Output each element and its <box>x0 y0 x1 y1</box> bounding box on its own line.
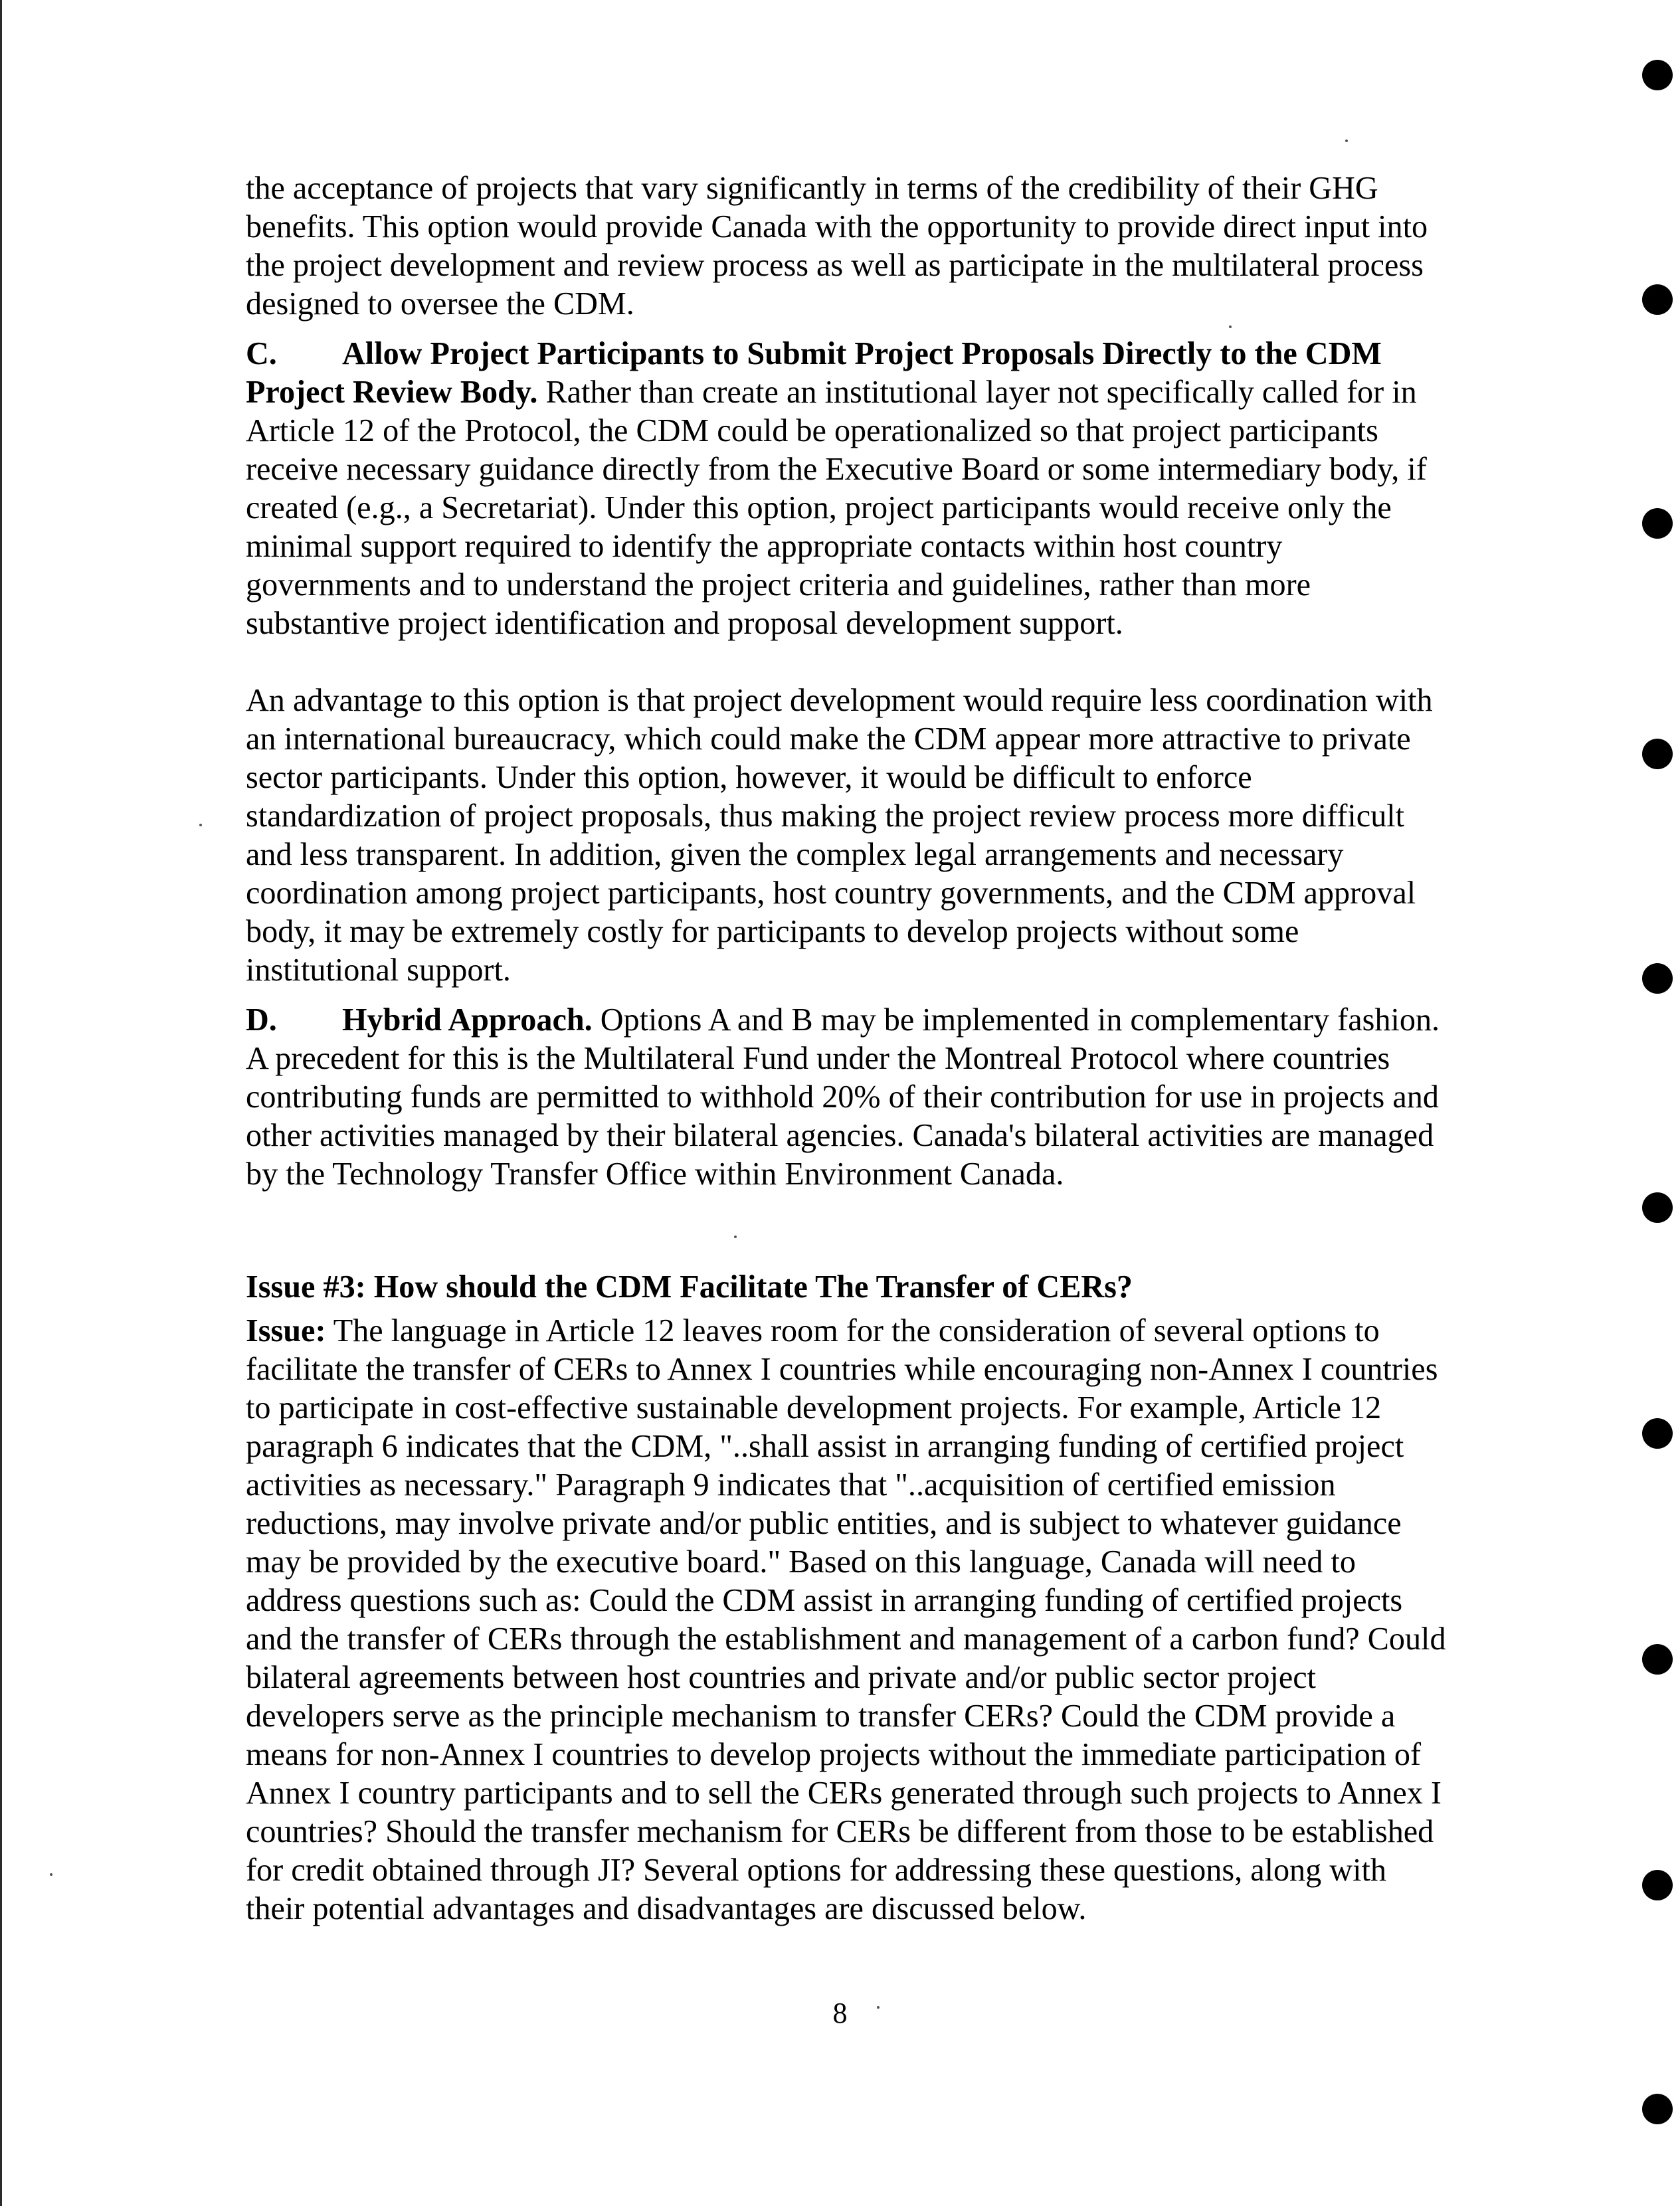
issue3-heading: Issue #3: How should the CDM Facilitate The Transfer of CERs? <box>246 1269 1133 1305</box>
punch-hole-icon <box>1642 1192 1673 1223</box>
option-c-heading: Allow Project Participants to Submit Project Proposals Directly to the CDM Project Review Body. <box>246 336 1382 410</box>
page-number: 8 <box>832 1997 848 2029</box>
punch-hole-icon <box>1642 963 1673 994</box>
punch-hole-icon <box>1642 1644 1673 1675</box>
option-d-body: Options A and B may be implemented in complementary fashion. A precedent for this is the Multilateral Fund under the Montreal Protocol where countries contributing funds are permitted to withhold 20% of their contribution for use in projects and other activities managed by their bilateral agencies. Canada's bilateral activities are managed by the Technology Transfer Office within Environment Canada. <box>246 1002 1440 1192</box>
scan-speck <box>50 1873 52 1876</box>
scan-speck <box>199 824 202 826</box>
scan-speck <box>1345 139 1348 142</box>
punch-hole-icon <box>1642 284 1673 315</box>
document-body <box>246 169 1448 1928</box>
option-d-heading: Hybrid Approach. <box>342 1002 593 1038</box>
option-c-paragraph <box>246 335 1448 643</box>
option-c-body: Rather than create an institutional layer not specifically called for in Article 12 of the Protocol, the CDM could be operationalized so that project participants receive necessary guidance directly from the Executive Board or some intermediary body, if created (e.g., a Secretariat). Under this option, project participants would receive only the minimal support required to identify the appropriate contacts within host country governments and to understand the project criteria and guidelines, rather than more substantive project identification and proposal development support. <box>246 375 1427 641</box>
punch-hole-icon <box>1642 739 1673 769</box>
issue3-paragraph <box>246 1312 1448 1928</box>
punch-hole-icon <box>1642 1870 1673 1900</box>
option-d-letter: D. <box>246 1002 277 1038</box>
punch-hole-icon <box>1642 60 1673 90</box>
punch-hole-icon <box>1642 1418 1673 1449</box>
issue3-label: Issue: <box>246 1313 326 1348</box>
punch-hole-icon <box>1642 2094 1673 2124</box>
advantage-paragraph: An advantage to this option is that project development would require less coordination with an international bureaucracy, which could make the CDM appear more attractive to private sector participants. Under this option, however, it would be difficult to enforce standardization of project proposals, thus making the project review process more difficult and less transparent. In addition, given the complex legal arrangements and necessary coordination among project participants, host country governments, and the CDM approval body, it may be extremely costly for participants to develop projects without some institutional support. <box>246 683 1433 988</box>
option-c-letter: C. <box>246 336 277 371</box>
intro-paragraph: the acceptance of projects that vary significantly in terms of the credibility of their GHG benefits. This option would provide Canada with the opportunity to provide direct input into the project development and review process as well as participate in the multilateral process designed to oversee the CDM. <box>246 171 1428 322</box>
punch-hole-icon <box>1642 508 1673 539</box>
option-d-paragraph <box>246 1001 1448 1194</box>
scan-edge-line <box>0 0 2 2206</box>
issue3-body: The language in Article 12 leaves room for the consideration of several options to facilitate the transfer of CERs to Annex I countries while encouraging non-Annex I countries to participate in cost-effective sustainable development projects. For example, Article 12 paragraph 6 indicates that the CDM, "..shall assist in arranging funding of certified project activities as necessary." Paragraph 9 indicates that "..acquisition of certified emission reductions, may involve private and/or public entities, and is subject to whatever guidance may be provided by the executive board." Based on this language, Canada will need to address questions such as: Could the CDM assist in arranging funding of certified projects and the transfer of CERs through the establishment and management of a carbon fund? Could bilateral agreements between host countries and private and/or public sector project developers serve as the principle mechanism to transfer CERs? Could the CDM provide a means for non-Annex I countries to develop projects without the immediate participation of Annex I country participants and to sell the CERs generated through such projects to Annex I countries? Should the transfer mechanism for CERs be different from those to be established for credit obtained through JI? Several options for addressing these questions, along with their potential advantages and disadvantages are discussed below. <box>246 1313 1446 1926</box>
